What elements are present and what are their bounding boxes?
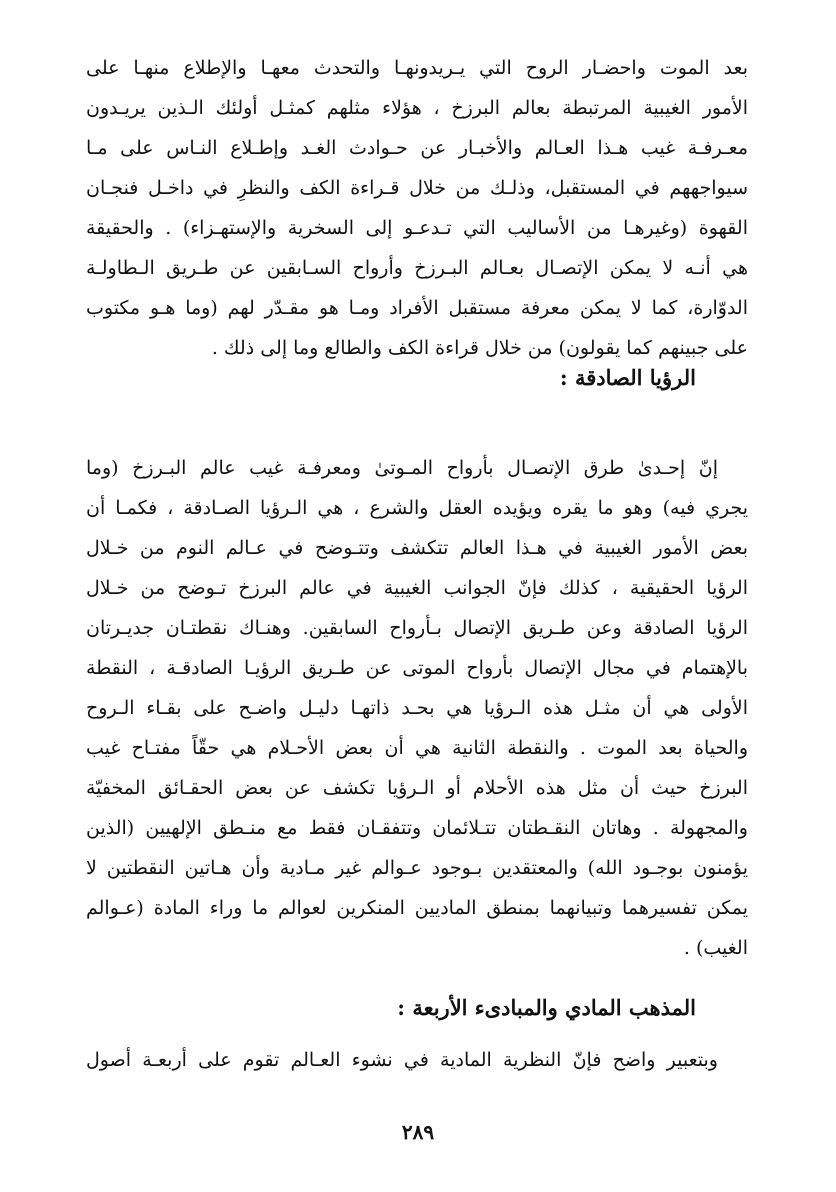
text-line: بالإهتمام في مجال الإتصال بأرواح الموتى عن طـريق الرؤيـا الصادقـة ، النقطة: [86, 657, 748, 679]
text-line: القهوة (وغيرهـا من الأساليب التي تـدعـو إلى السخرية والإستهـزاء) . والحقيقة: [86, 217, 748, 239]
text-line: الأمور الغيبية المرتبطة بعالم البرزخ ، هؤلاء مثلهم كمثـل أولئك الـذين يريـدون: [86, 97, 748, 119]
text-line: معـرفـة غيب هـذا العـالم والأخبـار عن حـوادث الغـد وإطـلاع النـاس على مـا: [86, 137, 748, 159]
text-line: والحياة بعد الموت . والنقطة الثانية هي أن بعض الأحـلام هي حقّاً مفتـاح غيب: [86, 737, 748, 759]
text-line: بعض الأمور الغيبية في هـذا العالم تتكشف وتتـوضح في عـالم النوم من خـلال: [86, 537, 748, 559]
paragraph-1: [86, 48, 748, 368]
text-line: بعد الموت واحضـار الروح التي يـريدونهـا والتحدث معهـا والإطلاع منهـا على: [86, 57, 748, 79]
text-line: الرؤيا الحقيقية ، كذلك فإنّ الجوانب الغيبية في عالم البرزخ تـوضح من خـلال: [86, 577, 748, 599]
text-line: الأولى هي أن مثـل هذه الـرؤيا هي بحـد ذاتهـا دليـل واضـح على بقـاء الـروح: [86, 697, 748, 719]
text-line: يؤمنون بوجـود الله) والمعتقدين بـوجود عـوالم غير مـادية وأن هـاتين النقطتين لا: [86, 857, 748, 879]
text-line: الدوّارة، كما لا يمكن معرفة مستقبل الأفراد ومـا هو مقـدّر لهم (وما هـو مكتوب: [86, 297, 748, 319]
text-line: والمجهولة . وهاتان النقـطتان تتـلائمان وتتفقـان فقط مع منـطق الإلهيين (الذين: [86, 817, 748, 839]
paragraph-2: [86, 448, 748, 968]
paragraph-3: [86, 1040, 748, 1080]
text-line: وبتعبير واضح فإنّ النظرية المادية في نشوء العـالم تقوم على أربعـة أصول: [86, 1049, 718, 1071]
text-line: يمكن تفسيرهما وتبيانهما بمنطق الماديين المنكرين لعوالم ما وراء المادة (عـوالم: [86, 897, 748, 919]
text-line: البرزخ حيث أن مثل هذه الأحلام أو الـرؤيا تكشف عن بعض الحقـائق المخفيّة: [86, 777, 748, 799]
text-line: يجري فيه) وهو ما يقره ويؤيده العقل والشرع ، هي الـرؤيا الصـادقة ، فكمـا أن: [86, 497, 748, 519]
text-line: الرؤيا الصادقة وعن طـريق الإتصال بـأرواح السابقين. وهنـاك نقطتـان جديـرتان: [86, 617, 748, 639]
section-heading: المذهب المادي والمبادىء الأربعة :: [397, 995, 696, 1020]
text-line: على جبينهم كما يقولون) من خلال قراءة الكف والطالع وما إلى ذلك .: [211, 337, 748, 359]
section-heading: الرؤيا الصادقة :: [559, 365, 696, 390]
text-line: إنّ إحـدىٰ طرق الإتصـال بأرواح المـوتىٰ ومعرفـة غيب عالم البـرزخ (وما: [86, 457, 718, 479]
text-line: هي أنـه لا يمكن الإتصـال بعـالم البـرزخ وأرواح السـابقين عن طـريق الـطاولـة: [86, 257, 748, 279]
text-line: الغيب) .: [683, 937, 748, 959]
page-number: ٢٨٩: [401, 1120, 435, 1144]
text-line: سيواجههم في المستقبل، وذلـك من خلال قـراءة الكف والنظرِ في داخـل فنجـان: [86, 177, 748, 199]
